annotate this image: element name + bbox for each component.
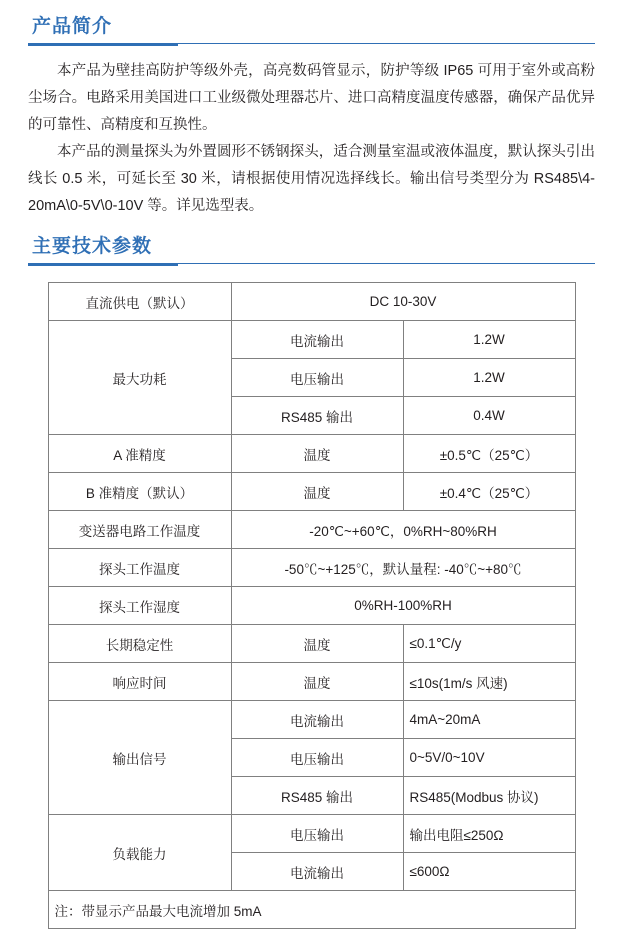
section-divider-accent-2 [28, 264, 178, 266]
row-label: 负载能力 [48, 815, 231, 891]
table-row [48, 625, 575, 663]
row-label: 响应时间 [48, 663, 231, 701]
row-sublabel: 电压输出 [231, 359, 403, 397]
row-value: ≤0.1℃/y [403, 625, 575, 663]
spec-table [48, 282, 576, 929]
row-label: 直流供电（默认） [48, 283, 231, 321]
row-sublabel: 温度 [231, 625, 403, 663]
row-sublabel: 温度 [231, 473, 403, 511]
row-label: 探头工作湿度 [48, 587, 231, 625]
section-title-intro: 产品简介 [32, 16, 113, 37]
section-title-params: 主要技术参数 [32, 236, 153, 257]
row-sublabel: 温度 [231, 435, 403, 473]
row-value: 1.2W [403, 359, 575, 397]
row-sublabel: 温度 [231, 663, 403, 701]
row-value: RS485(Modbus 协议) [403, 777, 575, 815]
row-value: ≤600Ω [403, 853, 575, 891]
document-page [0, 14, 623, 919]
row-value: 0~5V/0~10V [403, 739, 575, 777]
row-label: 探头工作温度 [48, 549, 231, 587]
row-label: B 准精度（默认） [48, 473, 231, 511]
table-row [48, 663, 575, 701]
row-label: 变送器电路工作温度 [48, 511, 231, 549]
row-value: 0.4W [403, 397, 575, 435]
section-header-params [28, 234, 595, 268]
table-row [48, 321, 575, 359]
row-value: 4mA~20mA [403, 701, 575, 739]
row-value: DC 10-30V [231, 283, 575, 321]
row-value: 输出电阻≤250Ω [403, 815, 575, 853]
table-row [48, 435, 575, 473]
row-label: 长期稳定性 [48, 625, 231, 663]
row-value: -50℃~+125℃，默认量程: -40℃~+80℃ [231, 549, 575, 587]
row-label: 输出信号 [48, 701, 231, 815]
row-value: ≤10s(1m/s 风速) [403, 663, 575, 701]
section-header-intro [28, 14, 595, 48]
row-sublabel: 电压输出 [231, 815, 403, 853]
table-row [48, 511, 575, 549]
row-sublabel: 电流输出 [231, 701, 403, 739]
row-label: A 准精度 [48, 435, 231, 473]
row-value: -20℃~+60℃，0%RH~80%RH [231, 511, 575, 549]
row-value: ±0.5℃（25℃） [403, 435, 575, 473]
row-sublabel: 电流输出 [231, 853, 403, 891]
row-sublabel: RS485 输出 [231, 777, 403, 815]
row-value: ±0.4℃（25℃） [403, 473, 575, 511]
table-row [48, 549, 575, 587]
row-sublabel: 电压输出 [231, 739, 403, 777]
table-note: 注：带显示产品最大电流增加 5mA [48, 891, 575, 929]
row-label: 最大功耗 [48, 321, 231, 435]
table-row [48, 473, 575, 511]
row-sublabel: 电流输出 [231, 321, 403, 359]
row-sublabel: RS485 输出 [231, 397, 403, 435]
row-value: 1.2W [403, 321, 575, 359]
table-row-note [48, 891, 575, 929]
table-row [48, 701, 575, 739]
intro-paragraphs [28, 58, 595, 220]
table-row [48, 283, 575, 321]
table-row [48, 815, 575, 853]
section-divider-accent [28, 44, 178, 46]
table-row [48, 587, 575, 625]
intro-paragraph-1: 本产品为壁挂高防护等级外壳，高亮数码管显示，防护等级 IP65 可用于室外或高粉尘场合。电路采用美国进口工业级微处理器芯片、进口高精度温度传感器，确保产品优异的可靠性、高精度和互换性。 [28, 63, 595, 133]
row-value: 0%RH-100%RH [231, 587, 575, 625]
intro-paragraph-2: 本产品的测量探头为外置圆形不锈钢探头，适合测量室温或液体温度，默认探头引出线长 0.5 米，可延长至 30 米，请根据使用情况选择线长。输出信号类型分为 RS485\4-20mA\0-5V\0-10V 等。详见选型表。 [28, 144, 595, 214]
